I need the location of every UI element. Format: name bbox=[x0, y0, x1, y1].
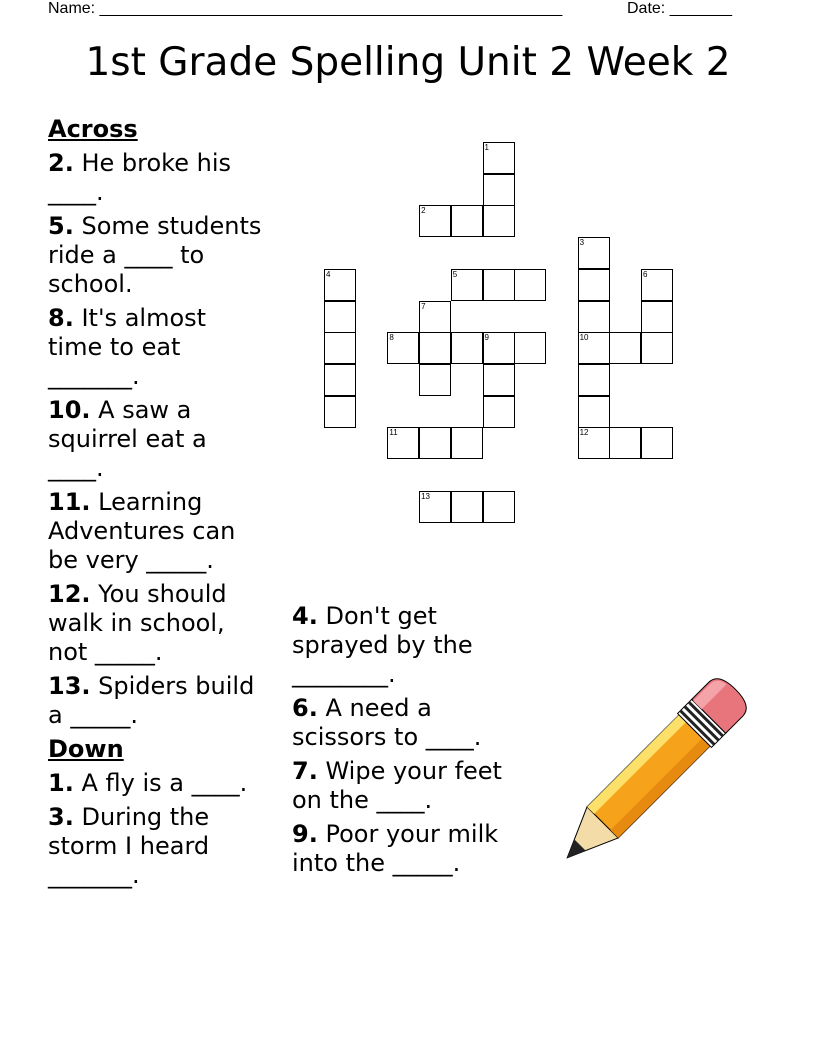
grid-cell[interactable] bbox=[451, 205, 483, 237]
grid-cell-8[interactable] bbox=[387, 332, 419, 364]
grid-cell-11[interactable] bbox=[387, 427, 419, 459]
grid-cell-6[interactable] bbox=[641, 269, 673, 301]
grid-cell[interactable] bbox=[324, 364, 356, 396]
clue-across-11 bbox=[48, 488, 263, 575]
grid-cell-4[interactable] bbox=[324, 269, 356, 301]
grid-cell[interactable] bbox=[419, 427, 451, 459]
cell-number: 1 bbox=[484, 143, 489, 152]
grid-cell[interactable] bbox=[451, 332, 483, 364]
grid-cell[interactable] bbox=[451, 491, 483, 523]
clue-down-3 bbox=[48, 803, 263, 890]
grid-cell-7[interactable] bbox=[419, 301, 451, 333]
grid-cell-12[interactable] bbox=[578, 427, 610, 459]
page-title: 1st Grade Spelling Unit 2 Week 2 bbox=[85, 40, 731, 85]
grid-cell[interactable] bbox=[578, 301, 610, 333]
clue-text: Poor your milk into the _____. bbox=[292, 820, 499, 877]
cell-number: 11 bbox=[389, 428, 398, 438]
pencil-icon bbox=[525, 650, 775, 900]
grid-cell[interactable] bbox=[641, 427, 673, 459]
grid-cell[interactable] bbox=[578, 269, 610, 301]
cell-number: 7 bbox=[421, 301, 426, 311]
clue-number: 1. bbox=[48, 769, 74, 797]
clue-number: 12. bbox=[48, 580, 91, 608]
clues-column-2 bbox=[292, 602, 522, 883]
clue-down-9 bbox=[292, 820, 522, 878]
clue-number: 3. bbox=[48, 803, 74, 831]
clue-down-4 bbox=[292, 602, 522, 689]
grid-cell[interactable] bbox=[514, 332, 546, 364]
name-line: Name: ____________________________________________________ bbox=[48, 0, 563, 17]
clue-text: During the storm I heard _______. bbox=[48, 803, 210, 889]
clue-across-12 bbox=[48, 580, 263, 667]
grid-cell[interactable] bbox=[483, 364, 515, 396]
clue-number: 5. bbox=[48, 212, 74, 240]
clues-column-1 bbox=[48, 115, 263, 895]
grid-cell[interactable] bbox=[514, 269, 546, 301]
cell-number: 3 bbox=[579, 238, 585, 248]
grid-cell[interactable] bbox=[324, 301, 356, 333]
grid-cell[interactable] bbox=[324, 332, 356, 364]
clue-text: Don't get sprayed by the ________. bbox=[292, 602, 473, 688]
cell-number: 12 bbox=[579, 428, 589, 438]
grid-cell[interactable] bbox=[609, 332, 641, 364]
clue-down-1 bbox=[48, 769, 263, 798]
grid-cell-3[interactable] bbox=[578, 237, 610, 269]
grid-cell[interactable] bbox=[578, 396, 610, 428]
clue-text: A fly is a ____. bbox=[81, 769, 248, 797]
grid-cell-9[interactable] bbox=[483, 332, 515, 364]
cell-number: 6 bbox=[643, 269, 648, 279]
cell-number: 13 bbox=[421, 491, 430, 501]
down-heading: Down bbox=[48, 735, 124, 763]
clue-number: 6. bbox=[292, 694, 318, 722]
clue-across-5 bbox=[48, 212, 263, 299]
grid-cell[interactable] bbox=[483, 174, 515, 206]
grid-cell[interactable] bbox=[483, 205, 515, 237]
clue-down-6 bbox=[292, 694, 522, 752]
grid-cell-10[interactable] bbox=[578, 332, 610, 364]
clue-number: 9. bbox=[292, 820, 318, 848]
grid-cell[interactable] bbox=[483, 491, 515, 523]
clue-number: 8. bbox=[48, 304, 74, 332]
grid-cell[interactable] bbox=[483, 269, 515, 301]
grid-cell-13[interactable] bbox=[419, 491, 451, 523]
grid-cell[interactable] bbox=[324, 396, 356, 428]
cell-number: 2 bbox=[421, 206, 426, 216]
date-line: Date: _______ bbox=[627, 0, 732, 17]
clue-text: Learning Adventures can be very _____. bbox=[48, 488, 236, 574]
grid-cell-1[interactable] bbox=[483, 142, 515, 174]
cell-number: 9 bbox=[484, 333, 489, 343]
clue-text: A need a scissors to ____. bbox=[292, 694, 482, 751]
grid-cell[interactable] bbox=[419, 364, 451, 396]
grid-cell[interactable] bbox=[451, 427, 483, 459]
grid-cell-2[interactable] bbox=[419, 205, 451, 237]
grid-cell[interactable] bbox=[609, 427, 641, 459]
clue-text: Some students ride a ____ to school. bbox=[48, 212, 262, 298]
grid-cell[interactable] bbox=[641, 301, 673, 333]
clue-text: You should walk in school, not _____. bbox=[48, 580, 227, 666]
clue-number: 10. bbox=[48, 396, 91, 424]
grid-cell[interactable] bbox=[641, 332, 673, 364]
cell-number: 8 bbox=[389, 333, 394, 343]
grid-cell[interactable] bbox=[483, 396, 515, 428]
clue-text: A saw a squirrel eat a ____. bbox=[48, 396, 207, 482]
clue-text: He broke his ____. bbox=[48, 149, 231, 206]
clue-number: 4. bbox=[292, 602, 318, 630]
clue-number: 11. bbox=[48, 488, 91, 516]
across-heading: Across bbox=[48, 115, 138, 143]
clue-number: 7. bbox=[292, 757, 318, 785]
grid-cell-5[interactable] bbox=[451, 269, 483, 301]
clue-across-13 bbox=[48, 672, 263, 730]
clue-down-7 bbox=[292, 757, 522, 815]
cell-number: 10 bbox=[579, 333, 589, 343]
clue-text: It's almost time to eat _______. bbox=[48, 304, 207, 390]
cell-number: 5 bbox=[452, 269, 458, 279]
grid-cell[interactable] bbox=[578, 364, 610, 396]
clue-text: Spiders build a _____. bbox=[48, 672, 255, 729]
clue-text: Wipe your feet on the ____. bbox=[292, 757, 502, 814]
clue-number: 13. bbox=[48, 672, 91, 700]
clue-number: 2. bbox=[48, 149, 74, 177]
clue-across-10 bbox=[48, 396, 263, 483]
clue-across-8 bbox=[48, 304, 263, 391]
cell-number: 4 bbox=[326, 269, 331, 279]
clue-across-2 bbox=[48, 149, 263, 207]
grid-cell[interactable] bbox=[419, 332, 451, 364]
